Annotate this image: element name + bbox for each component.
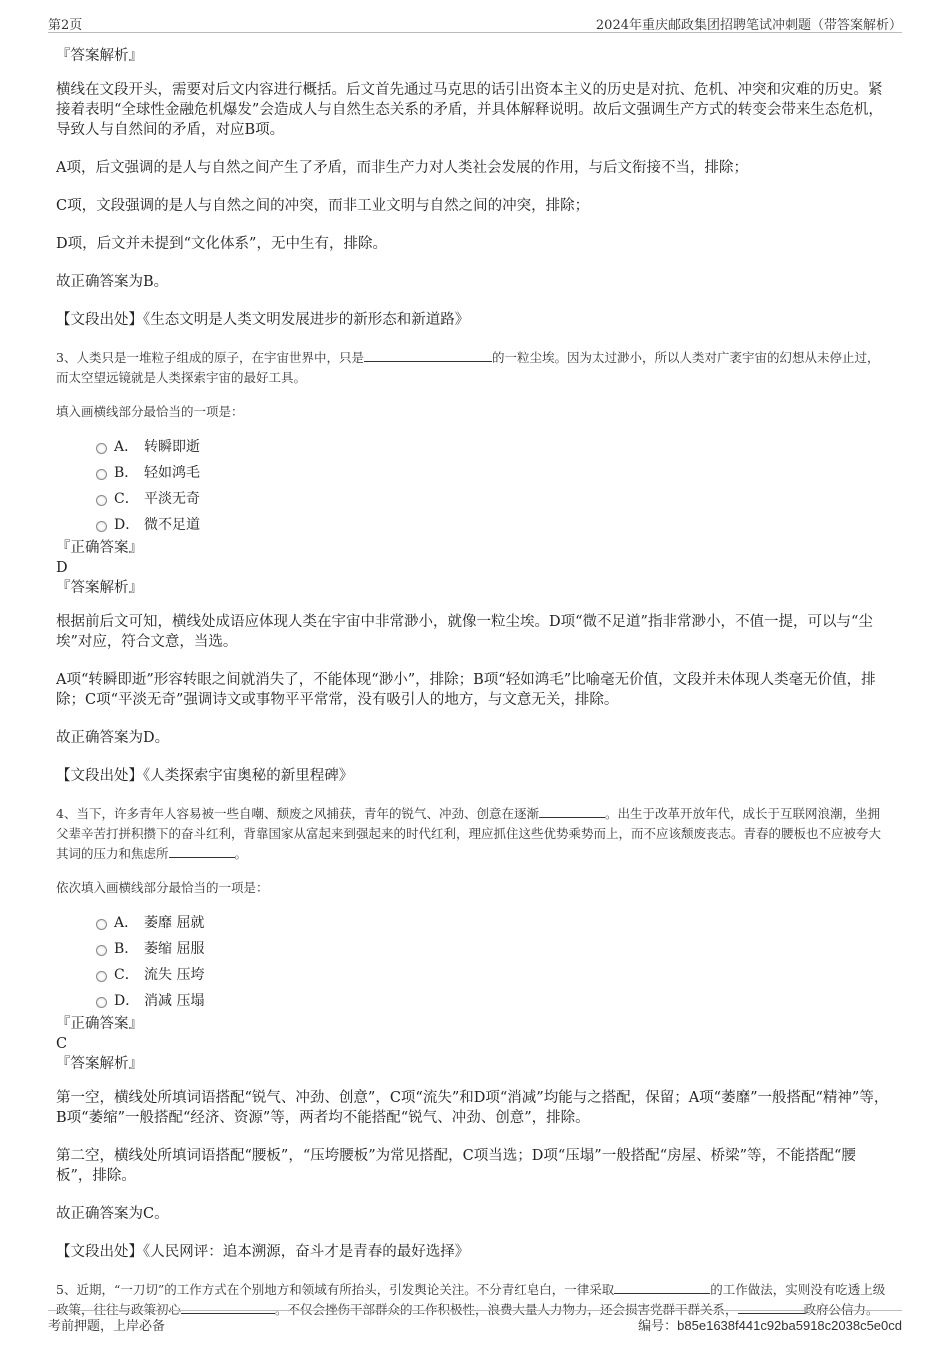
- correct-answer: D: [56, 560, 68, 576]
- footer-slogan: 考前押题，上岸必备: [48, 1319, 166, 1334]
- analysis-paragraph: A项，后文强调的是人与自然之间产生了矛盾，而非生产力对人类社会发展的作用，与后文衔接不当，排除；: [56, 160, 748, 176]
- correct-answer: C: [56, 1036, 68, 1052]
- option-b[interactable]: B． 萎缩 屈服: [56, 936, 890, 962]
- question-text: 政府公信力。: [803, 1302, 879, 1317]
- answer-blank: [169, 844, 235, 858]
- question-3-stem: [56, 348, 890, 388]
- radio-icon[interactable]: [96, 495, 107, 506]
- analysis-paragraph: 故正确答案为C。: [56, 1206, 169, 1222]
- question-prompt: 依次填入画横线部分最恰当的一项是：: [56, 880, 269, 895]
- source-citation: 【文段出处】《人民网评：追本溯源，奋斗才是青春的最好选择》: [56, 1244, 470, 1260]
- question-4-stem: [56, 804, 890, 864]
- analysis-label: 『答案解析』: [56, 580, 143, 596]
- question-text: 的工作做法，实则没有吃透上级政策，往往与政策初心: [56, 1282, 886, 1317]
- source-citation: 【文段出处】《人类探索宇宙奥秘的新里程碑》: [56, 768, 354, 784]
- option-c[interactable]: C． 平淡无奇: [56, 486, 890, 512]
- page-header: [48, 12, 902, 33]
- code-label: 编号：: [638, 1319, 678, 1334]
- option-a[interactable]: A． 转瞬即逝: [56, 434, 890, 460]
- question-text: 5、近期，“一刀切”的工作方式在个别地方和领域有所抬头，引发舆论关注。不分青红皂白，一律采取: [56, 1282, 615, 1297]
- analysis-label: 『答案解析』: [56, 48, 143, 64]
- answer-blank: [614, 1280, 710, 1294]
- document-code: [638, 1315, 902, 1334]
- answer-blank: [364, 348, 492, 362]
- radio-icon[interactable]: [96, 997, 107, 1008]
- radio-icon[interactable]: [96, 971, 107, 982]
- radio-icon[interactable]: [96, 945, 107, 956]
- question-prompt: 填入画横线部分最恰当的一项是：: [56, 404, 244, 419]
- analysis-paragraph: 故正确答案为B。: [56, 274, 169, 290]
- document-title: 2024年重庆邮政集团招聘笔试冲刺题（带答案解析）: [595, 18, 902, 33]
- question-text: 。出生于改革开放年代，成长于互联网浪潮，坐拥父辈辛苦打拼积攒下的奋斗红利，背靠国家从富起来到强起来的时代红利，理应抓住这些优势乘势而上，而不应该颓废丧志。青春的腰板也不应被夸大其词的压力和焦虑所: [56, 806, 882, 861]
- analysis-paragraph: C项，文段强调的是人与自然之间的冲突，而非工业文明与自然之间的冲突，排除；: [56, 198, 590, 214]
- answer-blank: [539, 804, 605, 818]
- question-text: 3、人类只是一堆粒子组成的原子，在宇宙世界中，只是: [56, 350, 364, 365]
- radio-icon[interactable]: [96, 521, 107, 532]
- correct-answer-label: 『正确答案』: [56, 1016, 143, 1032]
- analysis-paragraph: 故正确答案为D。: [56, 730, 170, 746]
- option-b[interactable]: B． 轻如鸿毛: [56, 460, 890, 486]
- question-text: 。: [234, 846, 248, 861]
- radio-icon[interactable]: [96, 443, 107, 454]
- source-citation: 【文段出处】《生态文明是人类文明发展进步的新形态和新道路》: [56, 312, 470, 328]
- question-text: 的一粒尘埃。因为太过渺小，所以人类对广袤宇宙的幻想从未停止过，而太空望远镜就是人类探索宇宙的最好工具。: [56, 350, 880, 385]
- analysis-label: 『答案解析』: [56, 1056, 143, 1072]
- question-text: 4、当下，许多青年人容易被一些自嘲、颓废之风捕获，青年的锐气、冲劲、创意在逐渐: [56, 806, 539, 821]
- code-value: b85e1638f441c92ba5918c2038c5e0cd: [677, 1318, 902, 1333]
- page-content: [56, 46, 890, 1320]
- analysis-paragraph: A项“转瞬即逝”形容转眼之间就消失了，不能体现“渺小”，排除；B项“轻如鸿毛”比喻毫无价值，文段并未体现人类毫无价值，排除；C项“平淡无奇”强调诗文或事物平平常常，没有吸引人的地方，与文意无关，排除。: [56, 672, 876, 708]
- radio-icon[interactable]: [96, 919, 107, 930]
- option-d[interactable]: D． 消减 压塌: [56, 988, 890, 1014]
- correct-answer-label: 『正确答案』: [56, 540, 143, 556]
- option-d[interactable]: D． 微不足道: [56, 512, 890, 538]
- radio-icon[interactable]: [96, 469, 107, 480]
- option-a[interactable]: A． 萎靡 屈就: [56, 910, 890, 936]
- analysis-paragraph: 第二空，横线处所填词语搭配“腰板”，“压垮腰板”为常见搭配，C项当选；D项“压塌”一般搭配“房屋、桥梁”等，不能搭配“腰板”，排除。: [56, 1148, 856, 1184]
- option-c[interactable]: C． 流失 压垮: [56, 962, 890, 988]
- question-3-options: [56, 434, 890, 538]
- analysis-paragraph: 第一空，横线处所填词语搭配“锐气、冲劲、创意”，C项“流失”和D项“消减”均能与之搭配，保留；A项“萎靡”一般搭配“精神”等，B项“萎缩”一般搭配“经济、资源”等，两者均不能搭配“锐气、冲劲、创意”，排除。: [56, 1090, 889, 1126]
- analysis-paragraph: 横线在文段开头，需要对后文内容进行概括。后文首先通过马克思的话引出资本主义的历史是对抗、危机、冲突和灾难的历史。紧接着表明“全球性金融危机爆发”会造成人与自然生态关系的矛盾，并具体解释说明。故后文强调生产方式的转变会带来生态危机，导致人与自然间的矛盾，对应B项。: [56, 82, 883, 138]
- question-4-options: [56, 910, 890, 1014]
- analysis-paragraph: D项，后文并未提到“文化体系”，无中生有，排除。: [56, 236, 387, 252]
- analysis-paragraph: 根据前后文可知，横线处成语应体现人类在宇宙中非常渺小，就像一粒尘埃。D项“微不足道”指非常渺小，不值一提，可以与“尘埃”对应，符合文意，当选。: [56, 614, 873, 650]
- question-text: 。不仅会挫伤干部群众的工作积极性，浪费大量人力物力，还会损害党群干群关系，: [275, 1302, 738, 1317]
- page-footer: [48, 1310, 902, 1335]
- page-number: 第2页: [48, 18, 83, 33]
